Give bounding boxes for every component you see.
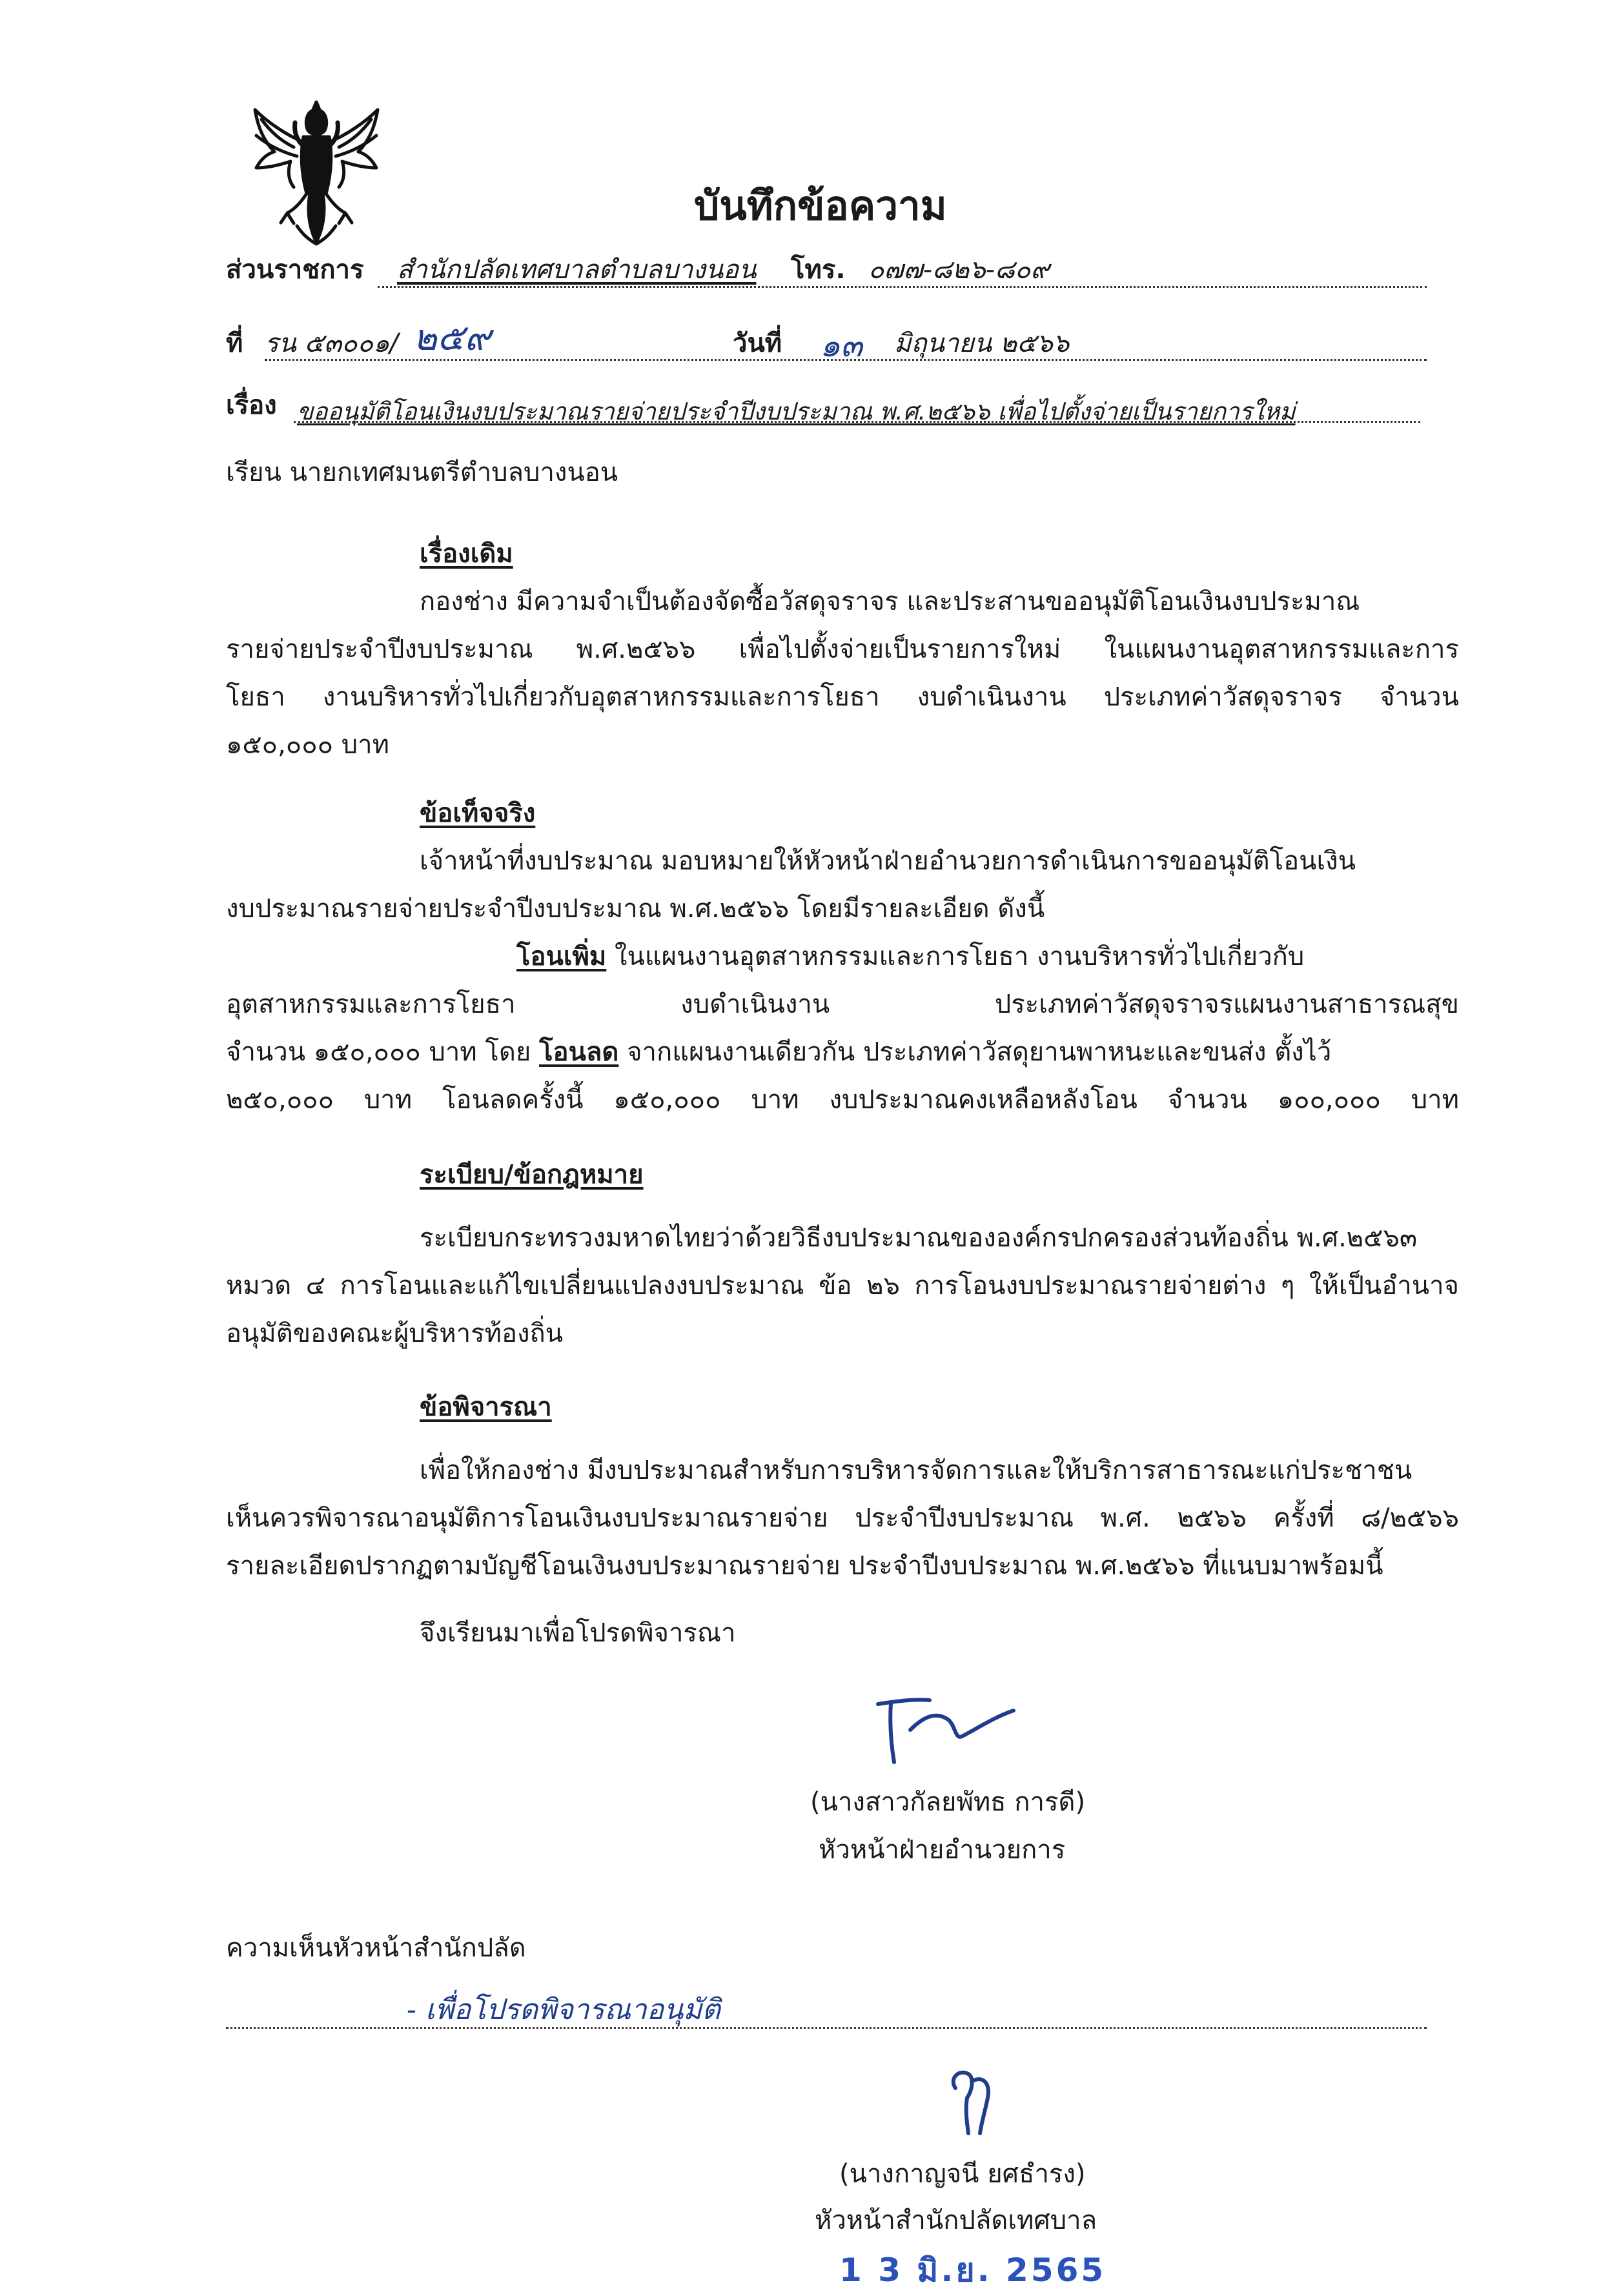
garuda-emblem-icon [242,97,391,252]
consideration-line-1: เพื่อให้กองช่าง มีงบประมาณสำหรับการบริหารจัดการและให้บริการสาธารณะแก่ประชาชน [420,1456,1412,1485]
facts-line-3 [516,944,1304,970]
opinion-handwritten: - เพื่อโปรดพิจารณาอนุมัติ [407,1993,720,2026]
facts-line-5 [226,1039,1331,1065]
transfer-out-label: โอนลด [539,1037,619,1067]
to-line: เรียน นายกเทศมนตรีตำบลบางนอน [226,458,618,487]
transfer-in-label: โอนเพิ่ม [516,942,607,971]
subject-value: ขออนุมัติโอนเงินงบประมาณรายจ่ายประจำปีงบประมาณ พ.ศ.๒๕๖๖ เพื่อไปตั้งจ่ายเป็นรายการใหม่ [297,398,1296,425]
background-line-4: ๑๕๐,๐๐๐ บาท [226,730,389,760]
closing-line: จึงเรียนมาเพื่อโปรดพิจารณา [420,1618,736,1648]
ref-prefix: รน ๕๓๐๐๑/ [265,329,398,358]
facts-line-6: ๒๕๐,๐๐๐ บาท โอนลดครั้งนี้ ๑๕๐,๐๐๐ บาท งบประมาณคงเหลือหลังโอน จำนวน ๑๐๐,๐๐๐ บาท [226,1085,1459,1115]
date-stamp: 1 3 มิ.ย. 2565 [839,2251,1106,2289]
facts-line-1: เจ้าหน้าที่งบประมาณ มอบหมายให้หัวหน้าฝ่ายอำนวยการดำเนินการขออนุมัติโอนเงิน [420,846,1356,876]
regulation-line-1: ระเบียบกระทรวงมหาดไทยว่าด้วยวิธีงบประมาณขององค์กรปกครองส่วนท้องถิ่น พ.ศ.๒๕๖๓ [420,1223,1418,1253]
background-heading: เรื่องเดิม [420,539,513,569]
background-line-3: โยธา งานบริหารทั่วไปเกี่ยวกับอุตสาหกรรมและการโยธา งบดำเนินงาน ประเภทค่าวัสดุจราจร จำนวน [226,682,1459,712]
signature-1 [859,1691,1020,1769]
regulation-line-3: อนุมัติของคณะผู้บริหารท้องถิ่น [226,1319,564,1348]
background-line-2: รายจ่ายประจำปีงบประมาณ พ.ศ.๒๕๖๖ เพื่อไปตั้งจ่ายเป็นรายการใหม่ ในแผนงานอุตสาหกรรมและการ [226,635,1459,664]
subject-label: เรื่อง [226,391,277,420]
agency-value: สำนักปลัดเทศบาลตำบลบางนอน [397,255,757,285]
signer1-name: (นางสาวกัลยพัทธ การดี) [810,1787,1086,1817]
ref-number-handwritten: ๒๕๙ [413,317,491,359]
agency-label: ส่วนราชการ [226,255,364,285]
facts-line-2: งบประมาณรายจ่ายประจำปีงบประมาณ พ.ศ.๒๕๖๖ โดยมีรายละเอียด ดังนี้ [226,894,1045,924]
regulation-line-2: หมวด ๔ การโอนและแก้ไขเปลี่ยนแปลงงบประมาณ ข้อ ๒๖ การโอนงบประมาณรายจ่ายต่าง ๆ ให้เป็นอำนาจ [226,1271,1459,1301]
signer2-name: (นางกาญจนี ยศธำรง) [839,2159,1086,2189]
facts-line-5-post: จากแผนงานเดียวกัน ประเภทค่าวัสดุยานพาหนะและขนส่ง ตั้งไว้ [618,1037,1332,1067]
agency-dotted-line [378,286,1427,288]
tel-value: ๐๗๗-๘๒๖-๘๐๙ [868,255,1050,285]
facts-line-5-pre: จำนวน ๑๕๐,๐๐๐ บาท โดย [226,1037,540,1067]
facts-line-4: อุตสาหกรรมและการโยธา งบดำเนินงาน ประเภทค่าวัสดุจราจรแผนงานสาธารณสุข [226,990,1459,1019]
signer2-position: หัวหน้าสำนักปลัดเทศบาล [815,2206,1097,2235]
consideration-heading: ข้อพิจารณา [420,1392,552,1422]
consideration-line-2: เห็นควรพิจารณาอนุมัติการโอนเงินงบประมาณรายจ่าย ประจำปีงบประมาณ พ.ศ. ๒๕๖๖ ครั้งที่ ๘/๒๕๖๖ [226,1503,1459,1533]
regulation-heading: ระเบียบ/ข้อกฎหมาย [420,1160,644,1190]
facts-heading: ข้อเท็จจริง [420,798,536,828]
signer1-position: หัวหน้าฝ่ายอำนวยการ [819,1835,1066,1865]
ref-label: ที่ [226,329,243,358]
consideration-line-3: รายละเอียดปรากฏตามบัญชีโอนเงินงบประมาณรายจ่าย ประจำปีงบประมาณ พ.ศ.๒๕๖๖ ที่แนบมาพร้อมนี้ [226,1551,1383,1581]
date-label: วันที่ [733,329,782,358]
signature-2 [936,2062,1007,2140]
date-month-year: มิถุนายน ๒๕๖๖ [894,329,1070,358]
transfer-in-text: ในแผนงานอุตสาหกรรมและการโยธา งานบริหารทั่วไปเกี่ยวกับ [606,942,1305,971]
background-line-1: กองช่าง มีความจำเป็นต้องจัดซื้อวัสดุจราจร และประสานขออนุมัติโอนเงินงบประมาณ [420,587,1360,616]
tel-label: โทร. [791,255,846,285]
opinion-dotted-line [226,2027,1427,2029]
opinion-label: ความเห็นหัวหน้าสำนักปลัด [226,1933,526,1963]
date-day-handwritten: ๑๓ [820,327,862,364]
memo-title: บันทึกข้อความ [694,182,947,229]
